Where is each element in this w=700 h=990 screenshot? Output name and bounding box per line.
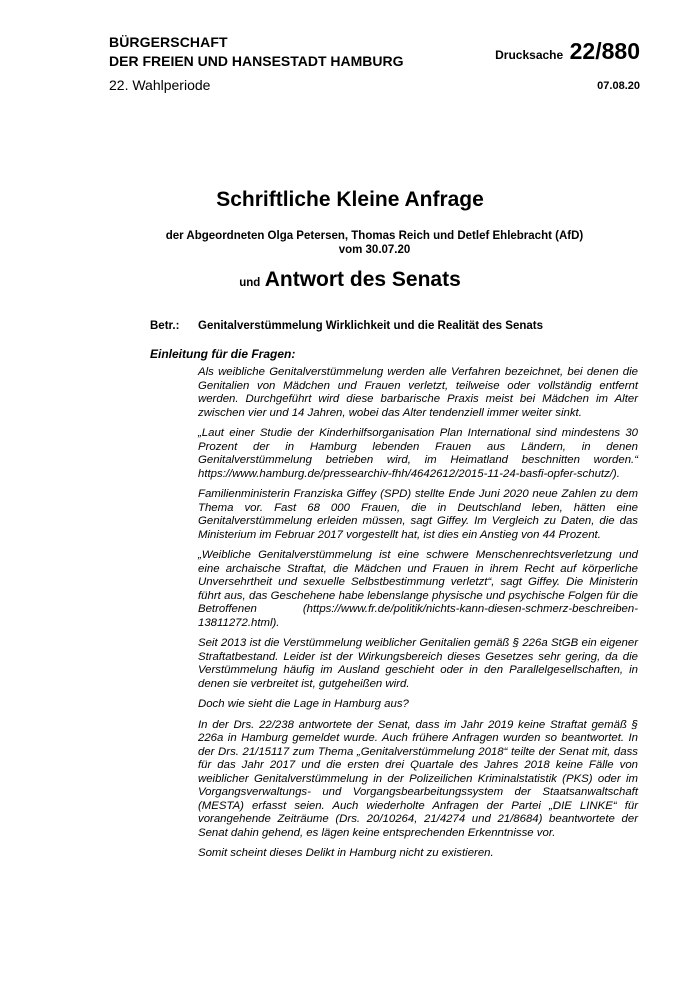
paragraph: Seit 2013 ist die Verstümmelung weiblicher Genitalien gemäß § 226a StGB ein eigener Straftatbestand. Leider ist der Wirkungsbereich dieses Gesetzes sehr gering, da die Verstümmelung häufig im Ausland geschieht oder in den Parallelgesellschaften, in denen sie verbreitet ist, gutgeheißen wird. (198, 637, 638, 690)
document-date: 07.08.20 (597, 80, 640, 92)
subject-label: Betr.: (150, 320, 180, 332)
paragraph: „Laut einer Studie der Kinderhilfsorganisation Plan International sind mindestens 30 Prozent der in Hamburg lebenden Frauen aus Ländern, in denen Genitalverstümmelung betrieben wird, im Heimatland beschnitten worden.“ https://www.hamburg.de/pressearchiv-fhh/4642612/2015-11-24-basfi-opfer-schutz/). (198, 427, 638, 480)
answer-heading (0, 268, 700, 292)
subject-text: Genitalverstümmelung Wirklichkeit und die Realität des Senats (198, 320, 543, 332)
answer-prefix: und (239, 277, 261, 289)
intro-heading: Einleitung für die Fragen: (150, 347, 296, 361)
paragraph: Familienministerin Franziska Giffey (SPD) stellte Ende Juni 2020 neue Zahlen zu dem Thema vor. Fast 68 000 Frauen, die in Deutschland leben, hätten eine Genitalverstümmelung erleiden müssen, sagt Giffey. Im Vergleich zu Daten, die das Ministerium im Februar 2017 vorgestellt hat, ist dies ein Anstieg von 44 Prozent. (198, 488, 638, 541)
authors-block (109, 229, 640, 257)
document-title: Schriftliche Kleine Anfrage (216, 188, 484, 211)
drucksache-block (495, 38, 640, 65)
paragraph: „Weibliche Genitalverstümmelung ist eine schwere Menschenrechtsverletzung und eine archaische Straftat, die Mädchen und Frauen in ihrem Recht auf körperliche Unversehrtheit und sexuelle Selbstbestimmung verletzt“, sagt Giffey. Die Ministerin führt aus, das Geschehene habe lebenslange physische und psychische Folgen für die Betroffenen (https://www.fr.de/politik/nichts-kann-diesen-schmerz-beschreiben-13811272.html). (198, 549, 638, 629)
legislative-period: 22. Wahlperiode (109, 77, 211, 93)
intro-body (198, 366, 638, 868)
answer-title: Antwort des Senats (264, 268, 461, 291)
authors-line: der Abgeordneten Olga Petersen, Thomas Reich und Detlef Ehlebracht (AfD) (165, 230, 584, 242)
inquiry-date: vom 30.07.20 (338, 244, 411, 256)
parliament-name-line2: DER FREIEN UND HANSESTADT HAMBURG (109, 53, 404, 69)
paragraph: In der Drs. 22/238 antwortete der Senat, dass im Jahr 2019 keine Straftat gemäß § 226a in Hamburg gemeldet wurde. Auch frühere Anfragen wurden so beantwortet. In der Drs. 21/15117 zum Thema „Genitalverstümmelung 2018“ teilte der Senat mit, dass für das Jahr 2017 und die ersten drei Quartale des Jahres 2018 keine Fälle von weiblicher Genitalverstümmelung in der Polizeilichen Kriminalstatistik (PKS) oder im Vorgangsverwaltungs- und Vorgangsbearbeitungssystem der Staatsanwaltschaft (MESTA) erfasst seien. Auch wiederholte Anfragen der Partei „DIE LINKE“ für vorangehende Zeiträume (Drs. 20/10264, 21/4274 und 21/8684) beantwortete der Senat dahin gehend, es lägen keine entsprechenden Erkenntnisse vor. (198, 718, 638, 839)
parliament-name-line1: BÜRGERSCHAFT (109, 34, 228, 50)
paragraph: Somit scheint dieses Delikt in Hamburg nicht zu existieren. (198, 847, 494, 859)
paragraph: Doch wie sieht die Lage in Hamburg aus? (198, 698, 409, 710)
drucksache-label: Drucksache (495, 48, 564, 62)
drucksache-number: 22/880 (569, 38, 640, 64)
paragraph: Als weibliche Genitalverstümmelung werden alle Verfahren bezeichnet, bei denen die Genitalien von Mädchen und Frauen verletzt, teilweise oder vollständig entfernt werden. Durchgeführt wird diese barbarische Praxis meist bei Mädchen im Alter zwischen vier und 14 Jahren, wobei das Alter tendenziell immer weiter sinkt. (198, 366, 638, 419)
